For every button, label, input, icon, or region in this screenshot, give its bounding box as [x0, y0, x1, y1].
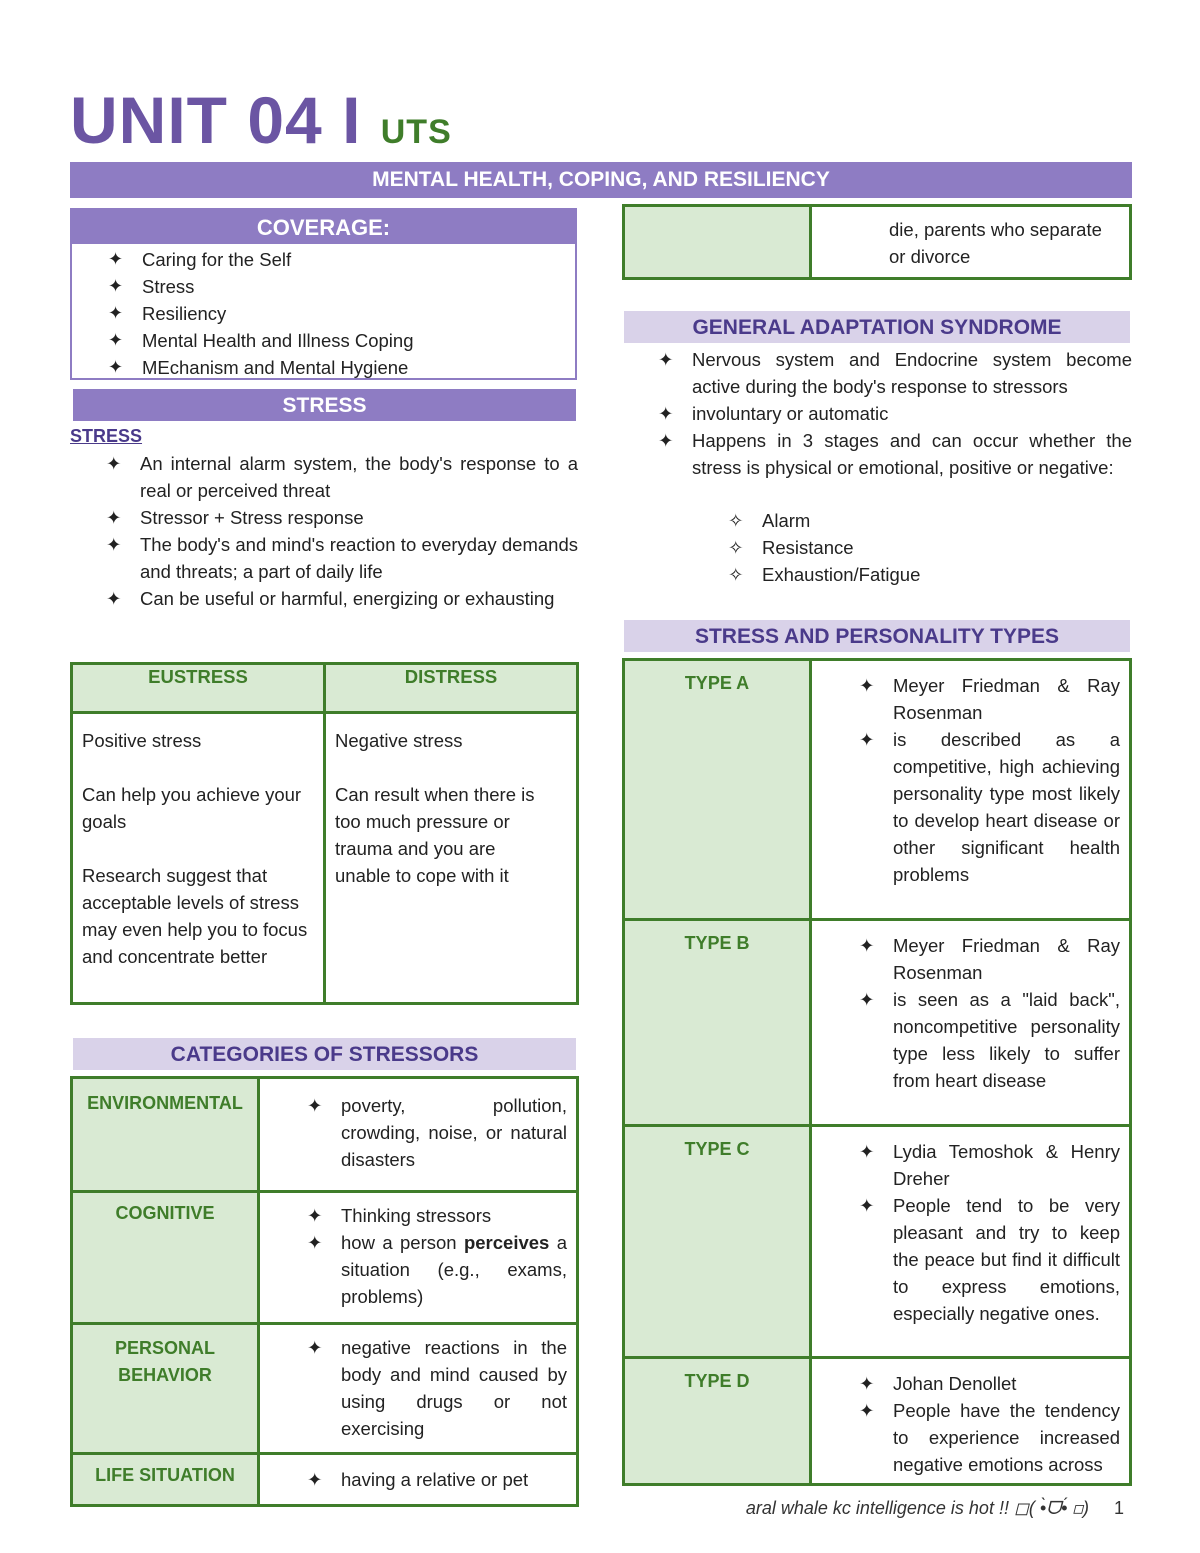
list-item: ✦ Nervous system and Endocrine system become active during the body's response to stressors — [622, 346, 1132, 400]
distress-header: DISTRESS — [325, 664, 578, 713]
categories-table — [70, 1076, 579, 1507]
category-detail-life-situation — [259, 1454, 578, 1506]
type-detail-d — [811, 1358, 1131, 1485]
page-number: 1 — [1113, 1498, 1124, 1518]
list-item: ✦ The body's and mind's reaction to everyday demands and threats; a part of daily life — [70, 531, 578, 585]
distress-text: Negative stress Can result when there is too much pressure or trauma and you are unable to cope with it — [335, 730, 535, 886]
list-item: ✦ Can be useful or harmful, energizing or exhausting — [70, 585, 578, 612]
categories-bar: CATEGORIES OF STRESSORS — [73, 1038, 576, 1070]
list-item: ✦ Happens in 3 stages and can occur whether the stress is physical or emotional, positive or negative: — [622, 427, 1132, 481]
footer-text: aral whale kc intelligence is hot !! ◻( •̀ᗜ•́ ◻) — [745, 1498, 1089, 1518]
continued-label-cell — [624, 206, 811, 279]
type-detail-a — [811, 660, 1131, 920]
star-bullet-icon: ✦ — [307, 1232, 323, 1253]
star-bullet-icon: ✦ — [307, 1469, 323, 1490]
sparkle-bullet-icon: ✧ — [728, 537, 744, 558]
star-bullet-icon: ✦ — [859, 1400, 875, 1421]
unit-subject: UTS — [380, 113, 452, 151]
list-item: ✦ is described as a competitive, high achieving personality type most likely to develop heart disease or other significant health problems — [857, 726, 1120, 888]
stress-link[interactable]: STRESS — [70, 426, 143, 446]
star-bullet-icon: ✦ — [658, 403, 674, 424]
star-bullet-icon: ✦ — [307, 1095, 323, 1116]
sparkle-bullet-icon: ✧ — [728, 510, 744, 531]
list-item: ✦ An internal alarm system, the body's response to a real or perceived threat — [70, 450, 578, 504]
list-item: ✧ Exhaustion/Fatigue — [622, 561, 1132, 588]
unit-title — [70, 82, 452, 158]
category-label-life-situation: LIFE SITUATION — [72, 1454, 259, 1506]
list-item: ✦ Thinking stressors — [305, 1202, 567, 1229]
coverage-heading: COVERAGE: — [72, 210, 575, 244]
category-label-personal-behavior: PERSONAL BEHAVIOR — [72, 1324, 259, 1454]
list-item: ✦ poverty, pollution, crowding, noise, or natural disasters — [305, 1092, 567, 1173]
list-item: ✦ is seen as a "laid back", noncompetitive personality type less likely to suffer from heart disease — [857, 986, 1120, 1094]
stress-list — [70, 450, 578, 612]
category-detail-personal-behavior — [259, 1324, 578, 1454]
list-item: ✧ Resistance — [622, 534, 1132, 561]
star-bullet-icon: ✦ — [859, 1195, 875, 1216]
list-item: ✦ MEchanism and Mental Hygiene — [72, 354, 575, 381]
list-item: ✦ Stress — [72, 273, 575, 300]
category-detail-cognitive — [259, 1192, 578, 1324]
type-label-b: TYPE B — [624, 920, 811, 1126]
type-detail-c — [811, 1126, 1131, 1358]
list-item: ✦ negative reactions in the body and mind caused by using drugs or not exercising — [305, 1334, 567, 1442]
star-bullet-icon: ✦ — [108, 276, 124, 296]
list-item: ✦ Resiliency — [72, 300, 575, 327]
category-label-cognitive: COGNITIVE — [72, 1192, 259, 1324]
star-bullet-icon: ✦ — [108, 303, 124, 323]
list-item: ✦ Meyer Friedman & Ray Rosenman — [857, 672, 1120, 726]
star-bullet-icon: ✦ — [108, 357, 124, 377]
continued-detail-cell — [811, 206, 1131, 279]
list-item: ✦ Caring for the Self — [72, 246, 575, 273]
distress-cell — [325, 713, 578, 1004]
list-item: ✦ having a relative or pet — [305, 1466, 567, 1493]
eustress-text: Positive stress Can help you achieve your goals Research suggest that acceptable levels of stress may even help you to focus and concentrate better — [82, 730, 308, 967]
category-detail-environmental — [259, 1078, 578, 1192]
eustress-header: EUSTRESS — [72, 664, 325, 713]
list-item: ✦ People have the tendency to experience increased negative emotions across — [857, 1397, 1120, 1478]
sparkle-bullet-icon: ✧ — [728, 564, 744, 585]
star-bullet-icon: ✦ — [106, 588, 122, 609]
list-item: ✦ Meyer Friedman & Ray Rosenman — [857, 932, 1120, 986]
star-bullet-icon: ✦ — [859, 935, 875, 956]
cognitive-perceives-text: how a person perceives a situation (e.g., exams, problems) — [341, 1232, 567, 1307]
type-label-d: TYPE D — [624, 1358, 811, 1485]
stress-bar: STRESS — [73, 389, 576, 421]
topic-banner: MENTAL HEALTH, COPING, AND RESILIENCY — [70, 162, 1132, 198]
star-bullet-icon: ✦ — [859, 729, 875, 750]
list-item: ✧ Alarm — [622, 507, 1132, 534]
star-bullet-icon: ✦ — [106, 453, 122, 474]
star-bullet-icon: ✦ — [307, 1205, 323, 1226]
star-bullet-icon: ✦ — [307, 1337, 323, 1358]
personality-bar: STRESS AND PERSONALITY TYPES — [624, 620, 1130, 652]
type-label-c: TYPE C — [624, 1126, 811, 1358]
list-item — [305, 1229, 567, 1310]
coverage-list — [72, 244, 575, 381]
eustress-distress-table — [70, 662, 579, 1005]
gas-list — [622, 346, 1132, 481]
category-label-environmental: ENVIRONMENTAL — [72, 1078, 259, 1192]
type-detail-b — [811, 920, 1131, 1126]
list-item: ✦ Lydia Temoshok & Henry Dreher — [857, 1138, 1120, 1192]
star-bullet-icon: ✦ — [859, 989, 875, 1010]
star-bullet-icon: ✦ — [859, 675, 875, 696]
star-bullet-icon: ✦ — [106, 507, 122, 528]
star-bullet-icon: ✦ — [658, 430, 674, 451]
eustress-cell — [72, 713, 325, 1004]
coverage-box — [70, 208, 577, 380]
continued-text: die, parents who separate or divorce — [889, 219, 1102, 267]
continued-table — [622, 204, 1132, 280]
list-item: ✦ Mental Health and Illness Coping — [72, 327, 575, 354]
type-label-a: TYPE A — [624, 660, 811, 920]
unit-number: UNIT 04 I — [70, 83, 362, 157]
star-bullet-icon: ✦ — [658, 349, 674, 370]
star-bullet-icon: ✦ — [108, 330, 124, 350]
gas-bar: GENERAL ADAPTATION SYNDROME — [624, 311, 1130, 343]
star-bullet-icon: ✦ — [108, 249, 124, 269]
page-footer — [746, 1498, 1124, 1519]
star-bullet-icon: ✦ — [106, 534, 122, 555]
list-item: ✦ People tend to be very pleasant and try to keep the peace but find it difficult to express emotions, especially negative ones. — [857, 1192, 1120, 1327]
gas-stages-list — [622, 507, 1132, 588]
star-bullet-icon: ✦ — [859, 1141, 875, 1162]
list-item: ✦ involuntary or automatic — [622, 400, 1132, 427]
list-item: ✦ Johan Denollet — [857, 1370, 1120, 1397]
star-bullet-icon: ✦ — [859, 1373, 875, 1394]
personality-table — [622, 658, 1132, 1486]
list-item: ✦ Stressor + Stress response — [70, 504, 578, 531]
